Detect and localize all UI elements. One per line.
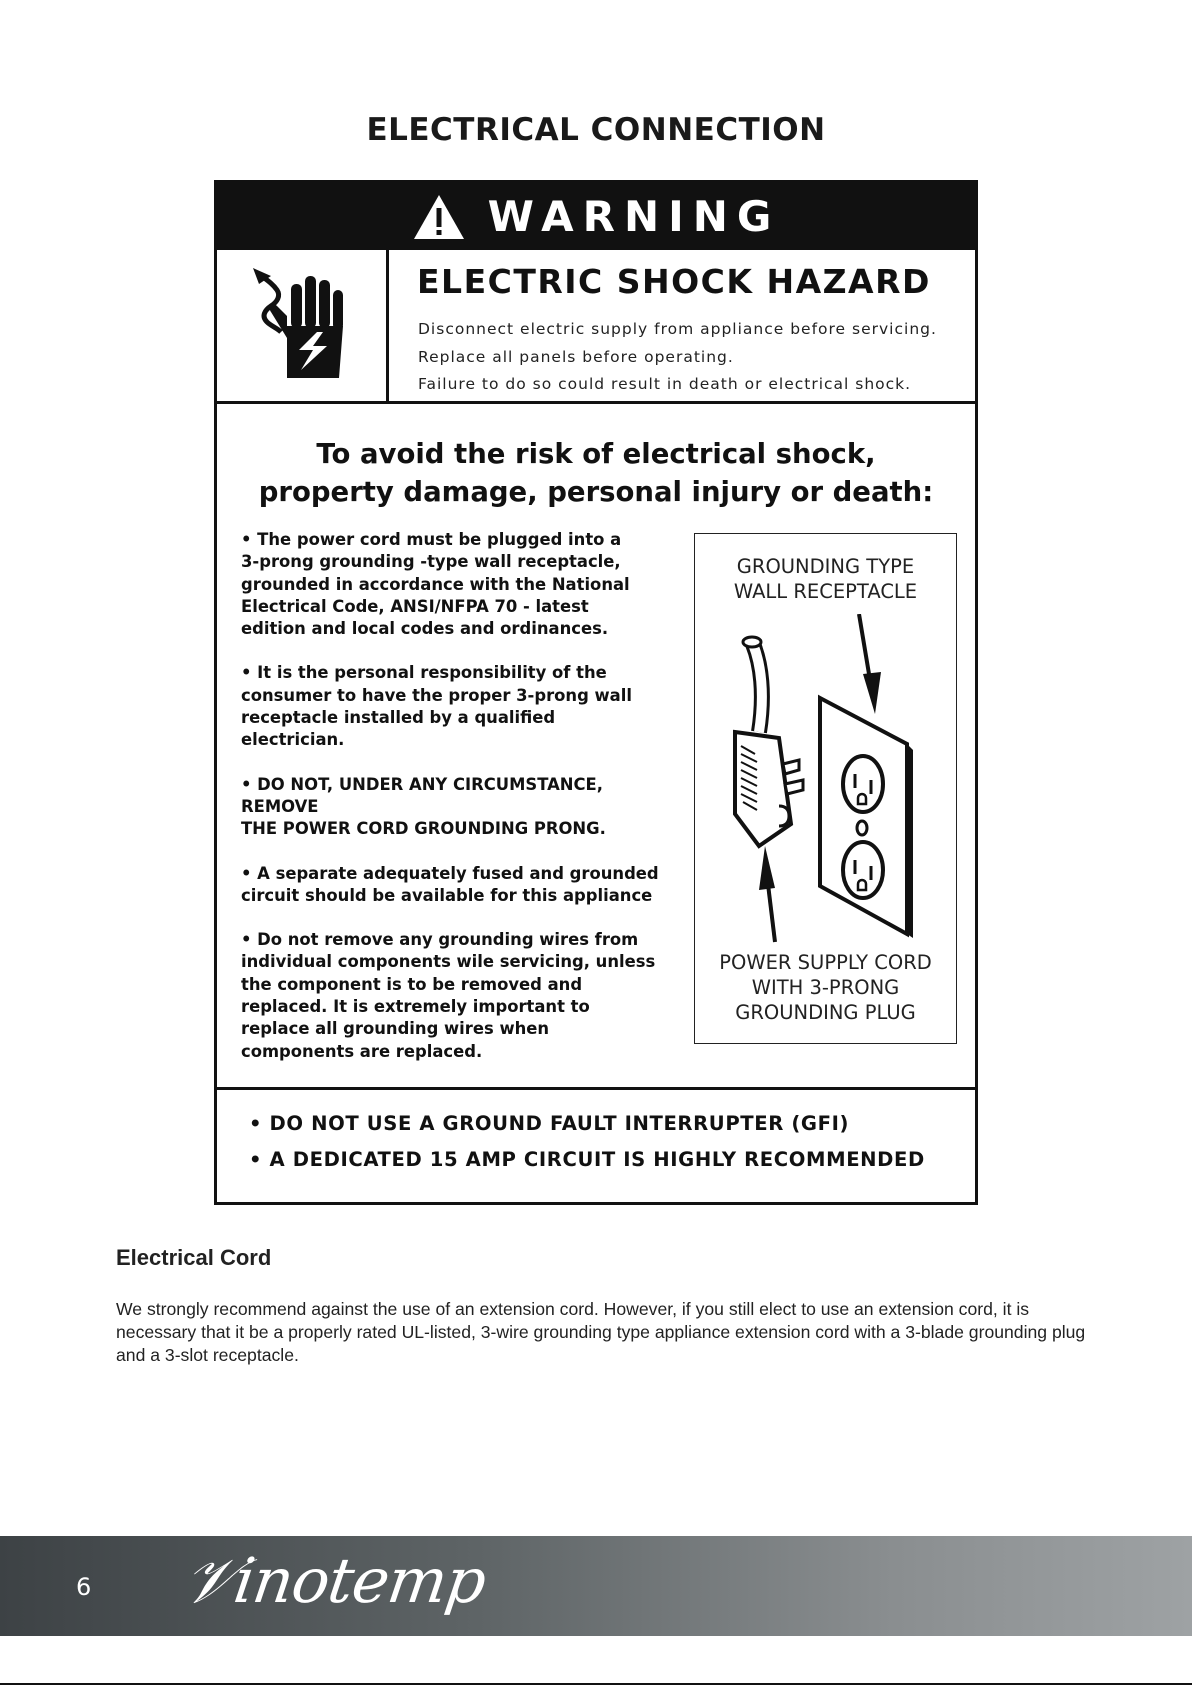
dedicated-circuit-note: • A DEDICATED 15 AMP CIRCUIT IS HIGHLY RECOMMENDED	[249, 1148, 925, 1171]
hazard-instructions	[418, 316, 937, 399]
diagram-caption-line: GROUNDING PLUG	[735, 1001, 916, 1024]
bullet-item: • A separate adequately fused and grounded circuit should be available for this appliance	[241, 863, 659, 905]
section-body: We strongly recommend against the use of an extension cord. However, if you still elect to use an extension cord, it is necessary that it be a properly rated UL-listed, 3-wire grounding type appliance extension cord with a 3-blade grounding plug and a 3-slot receptacle.	[116, 1299, 1086, 1365]
section-heading: Electrical Cord	[116, 1245, 272, 1270]
diagram-caption-line: WITH 3-PRONG	[751, 976, 900, 999]
warning-word: WARNING	[487, 192, 781, 241]
bullet-item: • The power cord must be plugged into a 3-prong grounding -type wall receptacle, grounded in accordance with the National Electrical Code, ANSI/NFPA 70 - latest edition and local codes and ordinances.	[241, 530, 630, 639]
hazard-title: ELECTRIC SHOCK HAZARD	[417, 262, 931, 301]
diagram-caption-line: GROUNDING TYPE	[736, 555, 915, 578]
bullet-item: • Do not remove any grounding wires from individual components wile servicing, unless the component is to be removed and replaced. It is extremely important to replace all grounding wires when components are replaced.	[241, 930, 656, 1061]
bullet-item: • It is the personal responsibility of the consumer to have the proper 3-prong wall receptacle installed by a qualified electrician.	[241, 663, 632, 750]
brand-logo: 𝒱inotemp	[178, 1544, 491, 1617]
warning-header	[217, 183, 975, 250]
hazard-row	[217, 250, 975, 404]
safety-bullet-list	[241, 529, 661, 1085]
gfi-note: • DO NOT USE A GROUND FAULT INTERRUPTER (GFI)	[249, 1112, 850, 1135]
warning-triangle-icon	[412, 193, 466, 241]
diagram-bottom-caption	[695, 950, 956, 1025]
page-footer	[0, 1536, 1192, 1636]
hazard-line: Disconnect electric supply from appliance before servicing.	[418, 320, 937, 338]
hazard-line: Replace all panels before operating.	[418, 347, 734, 366]
grounding-diagram	[694, 533, 957, 1044]
page-title: ELECTRICAL CONNECTION	[366, 112, 826, 148]
diagram-caption-line: WALL RECEPTACLE	[733, 580, 918, 603]
warning-label	[214, 180, 978, 1205]
hazard-line: Failure to do so could result in death or electrical shock.	[418, 375, 912, 393]
bullet-item: • DO NOT, UNDER ANY CIRCUMSTANCE, REMOVE THE POWER CORD GROUNDING PRONG.	[241, 774, 606, 839]
hazard-icon-cell	[217, 250, 389, 401]
avoid-title-line: To avoid the risk of electrical shock,	[316, 438, 876, 470]
diagram-top-caption	[695, 554, 956, 604]
warning-bottom-notes	[217, 1087, 975, 1202]
avoid-title-line: property damage, personal injury or death:	[258, 476, 934, 508]
page-number: 6	[76, 1573, 92, 1601]
electric-shock-hand-icon	[247, 266, 357, 386]
plug-and-outlet-icon	[695, 614, 958, 944]
avoid-risk-title	[217, 435, 975, 511]
diagram-caption-line: POWER SUPPLY CORD	[719, 951, 932, 974]
